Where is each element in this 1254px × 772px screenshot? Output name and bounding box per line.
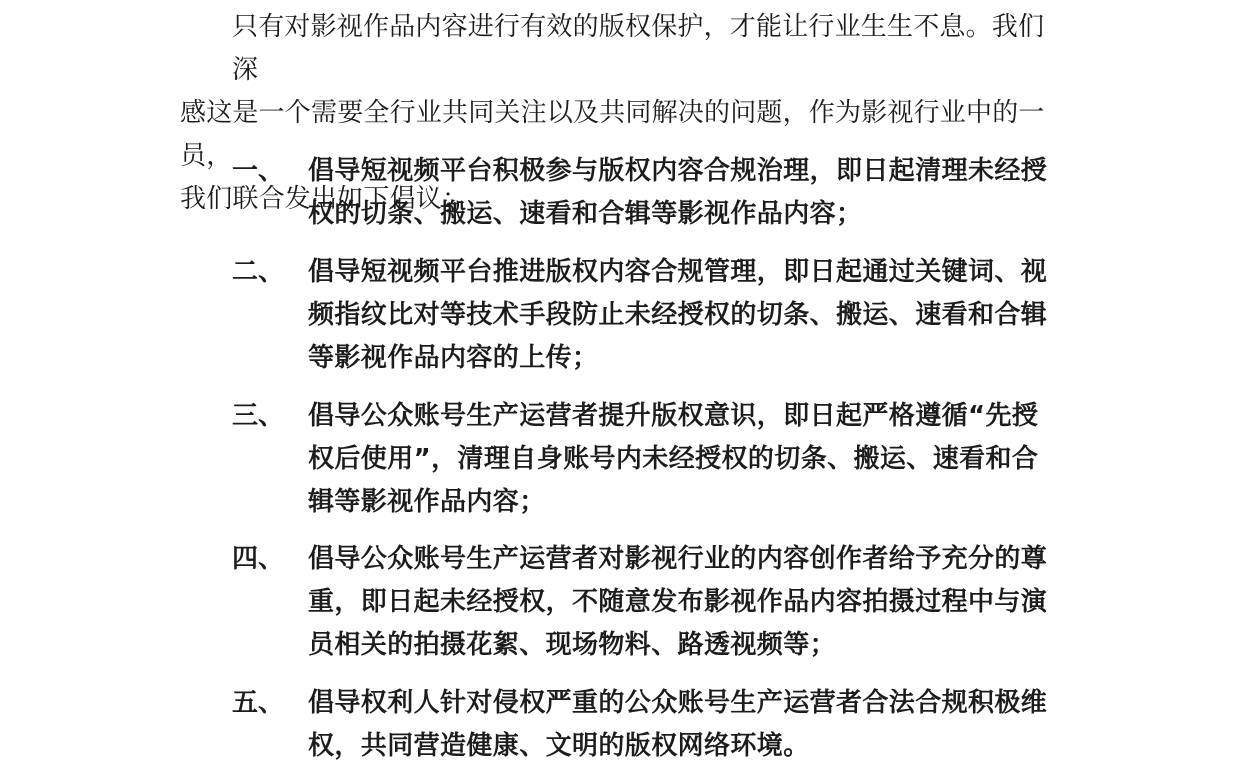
item-number: 五、 xyxy=(232,688,285,718)
item-text: 倡导短视频平台积极参与版权内容合规治理，即日起清理未经授权的切条、搬运、速看和合辑等影视作品内容； xyxy=(308,156,1048,229)
item-text: 倡导权利人针对侵权严重的公众账号生产运营者合法合规积极维权，共同营造健康、文明的版权网络环境。 xyxy=(308,688,1048,761)
intro-line-1: 只有对影视作品内容进行有效的版权保护，才能让行业生生不息。我们深 xyxy=(232,12,1045,85)
intro-line-3: 我们联合发出如下倡议： xyxy=(180,184,469,214)
item-text: 倡导公众账号生产运营者提升版权意识，即日起严格遵循“先授权后使用”，清理自身账号内未经授权的切条、搬运、速看和合辑等影视作品内容； xyxy=(308,401,1039,517)
intro-line-2: 感这是一个需要全行业共同关注以及共同解决的问题，作为影视行业中的一员， xyxy=(180,98,1045,171)
item-number: 三、 xyxy=(232,401,285,431)
item-text: 倡导公众账号生产运营者对影视行业的内容创作者给予充分的尊重，即日起未经授权，不随意发布影视作品内容拍摄过程中与演员相关的拍摄花絮、现场物料、路透视频等； xyxy=(308,544,1048,660)
item-number: 一、 xyxy=(232,156,285,186)
item-number: 二、 xyxy=(232,257,285,287)
item-text: 倡导短视频平台推进版权内容合规管理，即日起通过关键词、视频指纹比对等技术手段防止未经授权的切条、搬运、速看和合辑等影视作品内容的上传； xyxy=(308,257,1048,373)
item-number: 四、 xyxy=(232,544,285,574)
